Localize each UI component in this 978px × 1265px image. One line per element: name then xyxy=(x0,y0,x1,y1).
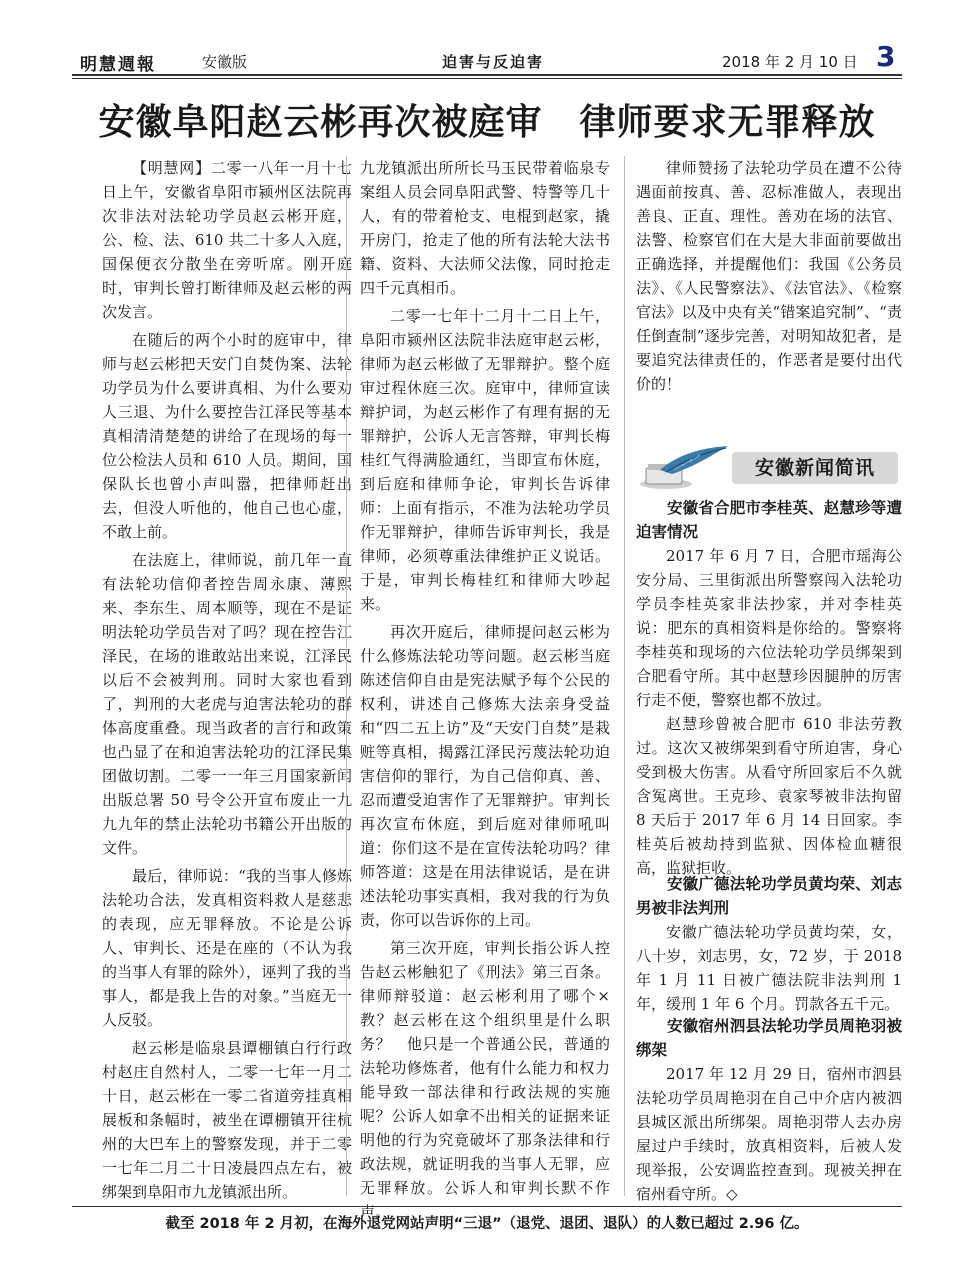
article-paragraph: 最后，律师说：“我的当事人修炼法轮功合法，发真相资料救人是慈悲的表现，应无罪释放。不论是公诉人、审判长、还是在座的（不认为我的当事人有罪的除外），诬判了我的当事人，都是我上告的对象。”当庭无一人反驳。 xyxy=(102,867,352,1029)
news-item-title: 安徽广德法轮功学员黄均荣、刘志男被非法判刑 xyxy=(636,875,902,917)
page-number: 3 xyxy=(876,40,896,73)
article-paragraph: 二零一七年十二月十二日上午，阜阳市颍州区法院非法庭审赵云彬，律师为赵云彬做了无罪辩护。整个庭审过程休庭三次。庭审中，律师宣读辩护词，为赵云彬作了有理有据的无罪辩护，公诉人无言答辩，审判长梅桂红气得满脸通红，当即宣布休庭，到后庭和律师争论，审判长告诉律师：上面有指示，不准为法轮功学员作无罪辩护，律师告诉审判长，我是律师，必须尊重法律维护正义说话。于是，审判长梅桂红和律师大吵起来。 xyxy=(360,307,610,613)
news-brief-banner xyxy=(636,444,902,490)
article-paragraph: 在随后的两个小时的庭审中，律师与赵云彬把天安门自焚伪案、法轮功学员为什么要讲真相、为什么要劝人三退、为什么要控告江泽民等基本真相清清楚楚的讲给了在现场的每一位公检法人员和 610 人员。期间，国保队长也曾小声叫嚣，把律师赶出去，但没人听他的，他自己也心虚，不敢上前。 xyxy=(102,331,352,541)
column-divider xyxy=(624,156,625,1196)
news-brief-label: 安徽新闻简讯 xyxy=(732,452,898,484)
article-headline: 安徽阜阳赵云彬再次被庭审 律师要求无罪释放 xyxy=(98,101,876,143)
news-item xyxy=(636,496,902,880)
issue-date: 2018 年 2 月 10 日 xyxy=(722,53,858,71)
page-footer: 截至 2018 年 2 月初，在海外退党网站声明“三退”（退党、退团、退队）的人数已超过 2.96 亿。 xyxy=(165,1216,809,1232)
section-title: 迫害与反迫害 xyxy=(442,53,545,71)
column-divider xyxy=(346,156,347,1196)
news-item-paragraph: 2017 年 12 月 29 日，宿州市泗县法轮功学员周艳羽在自己中介店内被泗县城区派出所绑架。周艳羽带人去办房屋过户手续时，放真相资料，后被人发现举报，公安调监控查到。现被关押在宿州看守所。◇ xyxy=(636,1065,902,1203)
edition-label: 安徽版 xyxy=(202,53,248,71)
article-paragraph: 【明慧网】二零一八年一月十七日上午，安徽省阜阳市颍州区法院再次非法对法轮功学员赵云彬开庭，公、检、法、610 共二十多人入庭，国保便衣分散坐在旁听席。刚开庭时，审判长曾打断律师及赵云彬的两次发言。 xyxy=(102,159,352,321)
news-item-title: 安徽宿州泗县法轮功学员周艳羽被绑架 xyxy=(636,1017,902,1059)
article-paragraph: 九龙镇派出所所长马玉民带着临泉专案组人员会同阜阳武警、特警等几十人，有的带着枪支、电棍到赵家，撬开房门，抢走了他的所有法轮大法书籍、资料、大法师父法像，同时抢走四千元真相币。 xyxy=(360,159,610,297)
news-item xyxy=(636,1014,902,1206)
page-header xyxy=(72,40,902,76)
news-item-paragraph: 赵慧珍曾被合肥市 610 非法劳教过。这次又被绑架到看守所迫害，身心受到极大伤害。从看守所回家后不久就含冤离世。王克珍、袁家琴被非法拘留 8 天后于 2017 年 6 月 14 日回家。李桂英后被劫持到监狱、因体检血糖很高，监狱拒收。 xyxy=(636,715,902,877)
article-column-2 xyxy=(360,156,610,1228)
article-paragraph: 律师赞扬了法轮功学员在遭不公待遇面前按真、善、忍标准做人，表现出善良、正直、理性。善劝在场的法官、法警、检察官们在大是大非面前要做出正确选择，并提醒他们：我国《公务员法》、《人民警察法》、《法官法》、《检察官法》以及中央有关“错案追究制”、“责任倒查制”逐步完善，对明知故犯者，是要追究法律责任的，作恶者是要付出代价的！ xyxy=(636,159,902,393)
news-item-paragraph: 2017 年 6 月 7 日，合肥市瑶海公安分局、三里街派出所警察闯入法轮功学员李桂英家非法抄家，并对李桂英说：肥东的真相资料是你给的。警察将李桂英和现场的六位法轮功学员绑架到合肥看守所。其中赵慧珍因腿肿的厉害行走不便，警察也都不放过。 xyxy=(636,547,902,709)
article-paragraph: 第三次开庭，审判长指公诉人控告赵云彬触犯了《刑法》第三百条。律师辩驳道：赵云彬利用了哪个×教？赵云彬在这个组织里是什么职务？ 他只是一个普通公民，普通的法轮功修炼者，他有什么能力和权力能导致一部法律和行政法规的实施呢？公诉人如拿不出相关的证据来证明他的行为究竟破坏了那条法律和行政法规，就证明我的当事人无罪，应无罪释放。公诉人和审判长默不作声。 xyxy=(360,939,610,1221)
news-item-paragraph: 安徽广德法轮功学员黄均荣，女，八十岁，刘志男，女，72 岁，于 2018 年 1 月 11 日被广德法院非法判刑 1 年，缓刑 1 年 6 个月。罚款各五千元。 xyxy=(636,923,902,1013)
header-rule-thin xyxy=(72,78,902,79)
article-column-3 xyxy=(636,156,902,400)
quill-inkwell-icon xyxy=(636,444,736,490)
article-paragraph: 再次开庭后，律师提问赵云彬为什么修炼法轮功等问题。赵云彬当庭陈述信仰自由是宪法赋予每个公民的权利，讲述自己修炼大法亲身受益和“四二五上访”及“天安门自焚”是栽赃等真相，揭露江泽民污蔑法轮功迫害信仰的罪行，为自己信仰真、善、忍而遭受迫害作了无罪辩护。审判长再次宣布休庭，到后庭对律师吼叫道：你们这不是在宣传法轮功吗？律师答道：这是在用法律说话，是在讲述法轮功事实真相，我对我的行为负责，你可以告诉你的上司。 xyxy=(360,623,610,929)
news-item-title: 安徽省合肥市李桂英、赵慧珍等遭迫害情况 xyxy=(636,499,902,541)
article-paragraph: 赵云彬是临泉县谭棚镇白行行政村赵庄自然村人，二零一七年一月二十日，赵云彬在一零二省道旁挂真相展板和条幅时，被坐在谭棚镇开往杭州的大巴车上的警察发现，并于二零一七年二月二十日凌晨四点左右，被绑架到阜阳市九龙镇派出所。 xyxy=(102,1039,352,1201)
footer-rule xyxy=(72,1206,902,1207)
article-paragraph: 在法庭上，律师说，前几年一直有法轮功信仰者控告周永康、薄熙来、李东生、周本顺等，现在不是证明法轮功学员告对了吗？现在控告江泽民，在场的谁敢站出来说，江泽民以后不会被判刑。同时大家也看到了，判刑的大老虎与迫害法轮功的群体高度重叠。现当政者的言行和政策也凸显了在和迫害法轮功的江泽民集团做切割。二零一一年三月国家新闻出版总署 50 号令公开宣布废止一九九九年的禁止法轮功书籍公开出版的文件。 xyxy=(102,551,352,857)
article-column-1 xyxy=(102,156,352,1208)
news-item xyxy=(636,872,902,1016)
masthead-brand: 明慧週報 xyxy=(80,55,156,75)
header-rule xyxy=(72,74,902,76)
